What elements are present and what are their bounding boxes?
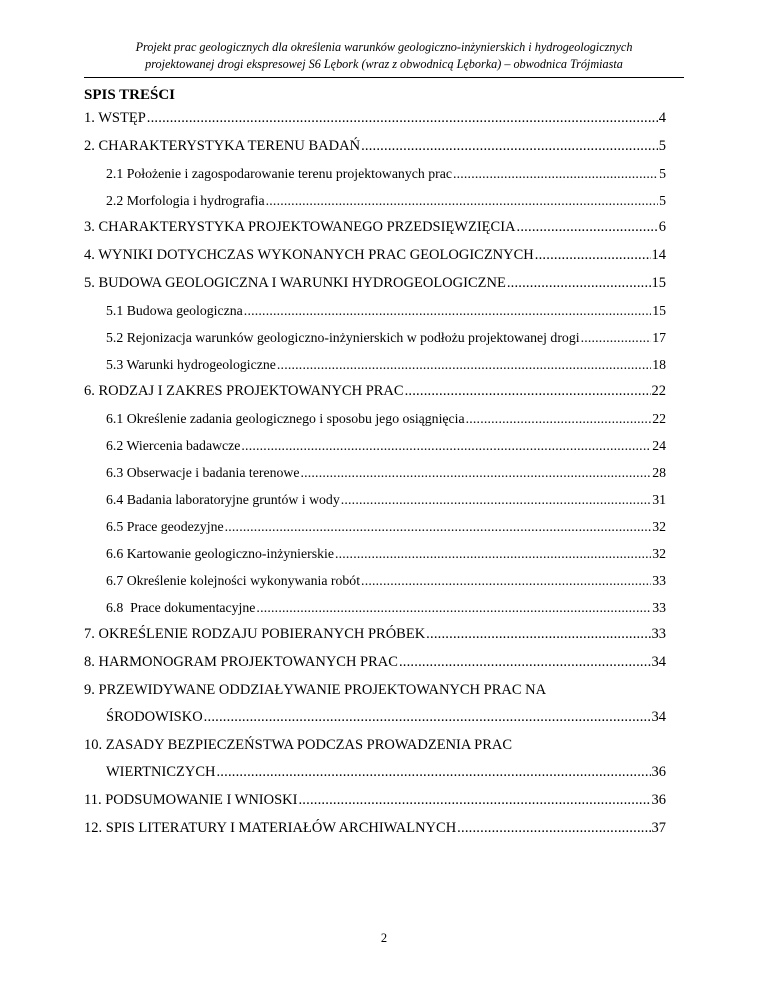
- dot-leader: [204, 709, 651, 726]
- dot-leader: [466, 410, 652, 427]
- toc-entry-1[interactable]: [84, 110, 666, 127]
- toc-entry-label: 7. OKREŚLENIE RODZAJU POBIERANYCH PRÓBEK: [84, 626, 426, 642]
- toc-entry-page: 34: [651, 654, 666, 670]
- toc-entry-6-8[interactable]: [84, 599, 666, 616]
- toc-entry-continuation: [84, 709, 666, 726]
- dot-leader: [507, 275, 651, 292]
- toc-entry-8[interactable]: [84, 654, 666, 671]
- toc-entry-2-1[interactable]: [84, 165, 666, 182]
- dot-leader: [405, 383, 651, 400]
- toc-entry-label: 2. CHARAKTERYSTYKA TERENU BADAŃ: [84, 138, 361, 154]
- toc-entry-label: 9. PRZEWIDYWANE ODDZIAŁYWANIE PROJEKTOWANYCH PRAC NA: [84, 682, 547, 698]
- toc-entry-page: 37: [651, 820, 666, 836]
- dot-leader: [457, 820, 650, 837]
- toc-entry-6-2[interactable]: [84, 437, 666, 454]
- toc-entry-page: 5: [658, 138, 666, 154]
- toc-entry-9[interactable]: [84, 682, 666, 726]
- toc-entry-6[interactable]: [84, 383, 666, 400]
- toc-entry-page: 36: [651, 792, 666, 808]
- toc-entry-11[interactable]: [84, 792, 666, 809]
- toc-entry-page: 32: [652, 546, 666, 561]
- page-header: [84, 39, 684, 73]
- header-line-2: projektowanej drogi ekspresowej S6 Lębork (wraz z obwodnicą Lęborka) – obwodnica Trójmiasta: [145, 57, 623, 71]
- toc-entry-label: 6. RODZAJ I ZAKRES PROJEKTOWANYCH PRAC: [84, 383, 404, 399]
- table-of-contents: [84, 110, 666, 837]
- toc-entry-page: 28: [652, 465, 666, 480]
- toc-entry-6-3[interactable]: [84, 464, 666, 481]
- toc-entry-5[interactable]: [84, 275, 666, 292]
- toc-entry-label: 3. CHARAKTERYSTYKA PROJEKTOWANEGO PRZEDSIĘWZIĘCIA: [84, 219, 516, 235]
- toc-entry-label-continued: WIERTNICZYCH: [106, 764, 216, 780]
- toc-entry-6-5[interactable]: [84, 518, 666, 535]
- toc-entry-page: 5: [659, 166, 666, 181]
- toc-entry-page: 33: [651, 626, 666, 642]
- toc-entry-label: 2.1 Położenie i zagospodarowanie terenu projektowanych prac: [106, 166, 452, 181]
- toc-entry-continuation: [84, 764, 666, 781]
- dot-leader: [225, 518, 652, 535]
- toc-entry-2-2[interactable]: [84, 192, 666, 209]
- toc-entry-label: 5.1 Budowa geologiczna: [106, 303, 243, 318]
- page-number: 2: [380, 931, 388, 945]
- toc-entry-label: 10. ZASADY BEZPIECZEŃSTWA PODCZAS PROWADZENIA PRAC: [84, 737, 513, 753]
- toc-entry-page: 22: [651, 383, 666, 399]
- toc-entry-page: 31: [652, 492, 666, 507]
- toc-entry-label: 6.6 Kartowanie geologiczno-inżynierskie: [106, 546, 334, 561]
- toc-entry-label: 5.3 Warunki hydrogeologiczne: [106, 357, 276, 372]
- dot-leader: [426, 626, 650, 643]
- toc-entry-label: 5.2 Rejonizacja warunków geologiczno-inżynierskich w podłożu projektowanej drogi: [106, 330, 580, 345]
- dot-leader: [535, 247, 651, 264]
- toc-entry-page: 5: [659, 193, 666, 208]
- dot-leader: [147, 110, 658, 127]
- toc-entry-label: 6.7 Określenie kolejności wykonywania robót: [106, 573, 361, 588]
- dot-leader: [399, 654, 651, 671]
- toc-entry-5-2[interactable]: [84, 329, 666, 346]
- toc-entry-page: 22: [652, 411, 666, 426]
- toc-entry-label: 5. BUDOWA GEOLOGICZNA I WARUNKI HYDROGEOLOGICZNE: [84, 275, 506, 291]
- toc-entry-label: 6.5 Prace geodezyjne: [106, 519, 224, 534]
- toc-entry-label: 1. WSTĘP: [84, 110, 146, 126]
- toc-entry-5-1[interactable]: [84, 302, 666, 319]
- dot-leader: [277, 356, 651, 373]
- toc-entry-page: 6: [658, 219, 666, 235]
- toc-entry-page: 33: [652, 600, 666, 615]
- toc-entry-10[interactable]: [84, 737, 666, 781]
- dot-leader: [341, 491, 651, 508]
- toc-entry-label: 12. SPIS LITERATURY I MATERIAŁÓW ARCHIWALNYCH: [84, 820, 457, 836]
- toc-entry-page: 33: [652, 573, 666, 588]
- toc-entry-label: 6.8 Prace dokumentacyjne: [106, 600, 256, 615]
- toc-entry-6-1[interactable]: [84, 410, 666, 427]
- dot-leader: [216, 764, 650, 781]
- dot-leader: [453, 165, 658, 182]
- header-line-1: Projekt prac geologicznych dla określenia warunków geologiczno-inżynierskich i hydrogeologicznych: [135, 40, 633, 54]
- toc-entry-6-7[interactable]: [84, 572, 666, 589]
- toc-entry-page: 36: [651, 764, 666, 780]
- dot-leader: [335, 545, 651, 562]
- toc-entry-label: 6.3 Obserwacje i badania terenowe: [106, 465, 300, 480]
- dot-leader: [256, 599, 651, 616]
- toc-entry-2[interactable]: [84, 138, 666, 155]
- toc-entry-5-3[interactable]: [84, 356, 666, 373]
- toc-entry-page: 24: [652, 438, 666, 453]
- dot-leader: [300, 464, 651, 481]
- toc-title: SPIS TREŚCI: [84, 87, 176, 103]
- toc-entry-6-4[interactable]: [84, 491, 666, 508]
- toc-entry-label: 8. HARMONOGRAM PROJEKTOWANYCH PRAC: [84, 654, 398, 670]
- header-divider: [84, 77, 684, 78]
- toc-entry-7[interactable]: [84, 626, 666, 643]
- toc-entry-6-6[interactable]: [84, 545, 666, 562]
- toc-entry-page: 17: [652, 330, 666, 345]
- toc-entry-label-continued: ŚRODOWISKO: [106, 709, 203, 725]
- toc-entry-12[interactable]: [84, 820, 666, 837]
- toc-entry-label: 2.2 Morfologia i hydrografia: [106, 193, 265, 208]
- toc-entry-label: 6.4 Badania laboratoryjne gruntów i wody: [106, 492, 340, 507]
- dot-leader: [361, 572, 651, 589]
- dot-leader: [244, 302, 651, 319]
- toc-entry-page: 34: [651, 709, 666, 725]
- toc-entry-label: 6.1 Określenie zadania geologicznego i sposobu jego osiągnięcia: [106, 411, 465, 426]
- toc-entry-page: 18: [652, 357, 666, 372]
- toc-entry-page: 4: [658, 110, 666, 126]
- dot-leader: [298, 792, 650, 809]
- toc-entry-page: 15: [651, 275, 666, 291]
- toc-entry-label: 4. WYNIKI DOTYCHCZAS WYKONANYCH PRAC GEOLOGICZNYCH: [84, 247, 534, 263]
- toc-entry-4[interactable]: [84, 247, 666, 264]
- dot-leader: [517, 219, 658, 236]
- toc-entry-3[interactable]: [84, 219, 666, 236]
- toc-entry-page: 14: [651, 247, 666, 263]
- dot-leader: [361, 138, 658, 155]
- dot-leader: [581, 329, 652, 346]
- toc-entry-label: 11. PODSUMOWANIE I WNIOSKI: [84, 792, 298, 808]
- dot-leader: [241, 437, 651, 454]
- toc-entry-label: 6.2 Wiercenia badawcze: [106, 438, 241, 453]
- toc-entry-page: 15: [652, 303, 666, 318]
- dot-leader: [266, 192, 658, 209]
- toc-entry-page: 32: [652, 519, 666, 534]
